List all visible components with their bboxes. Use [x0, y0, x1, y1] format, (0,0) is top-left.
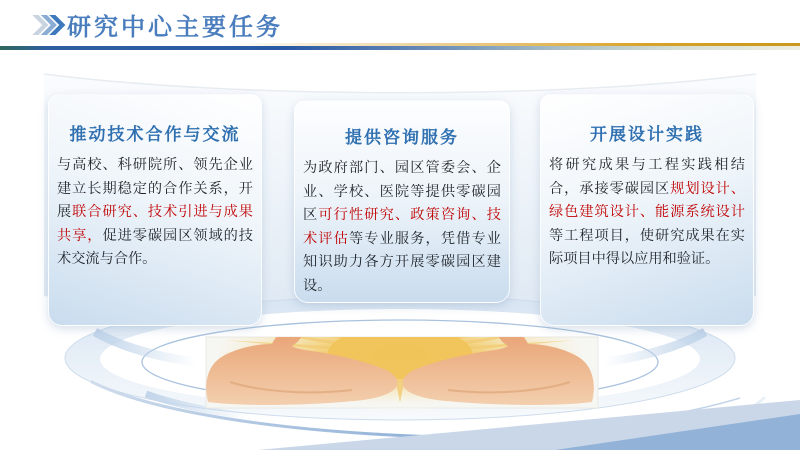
triple-chevron-right-icon	[29, 15, 71, 35]
divider-main-line	[0, 46, 800, 50]
task-card-consulting	[294, 100, 510, 303]
page-title: 研究中心主要任务	[67, 14, 283, 41]
card-body: 将研究成果与工程实践相结合，承接零碳园区规划设计、绿色建筑设计、能源系统设计等工程项目，使研究成果在实际项目中得以应用和验证。	[549, 157, 745, 267]
card-body: 与高校、科研院所、领先企业建立长期稳定的合作关系，开展联合研究、技术引进与成果共享，促进零碳园区领域的技术交流与合作。	[57, 157, 253, 267]
slide-header	[0, 0, 800, 54]
card-title: 开展设计实践	[590, 125, 704, 144]
card-body: 为政府部门、园区管委会、企业、学校、医院等提供零碳园区可行性研究、政策咨询、技术评估等专业服务，凭借专业知识助力各方开展零碳园区建设。	[303, 160, 501, 294]
task-card-design	[540, 94, 754, 326]
task-card-cooperation	[48, 94, 262, 326]
card-title: 提供咨询服务	[345, 128, 459, 147]
card-title: 推动技术合作与交流	[69, 125, 241, 144]
